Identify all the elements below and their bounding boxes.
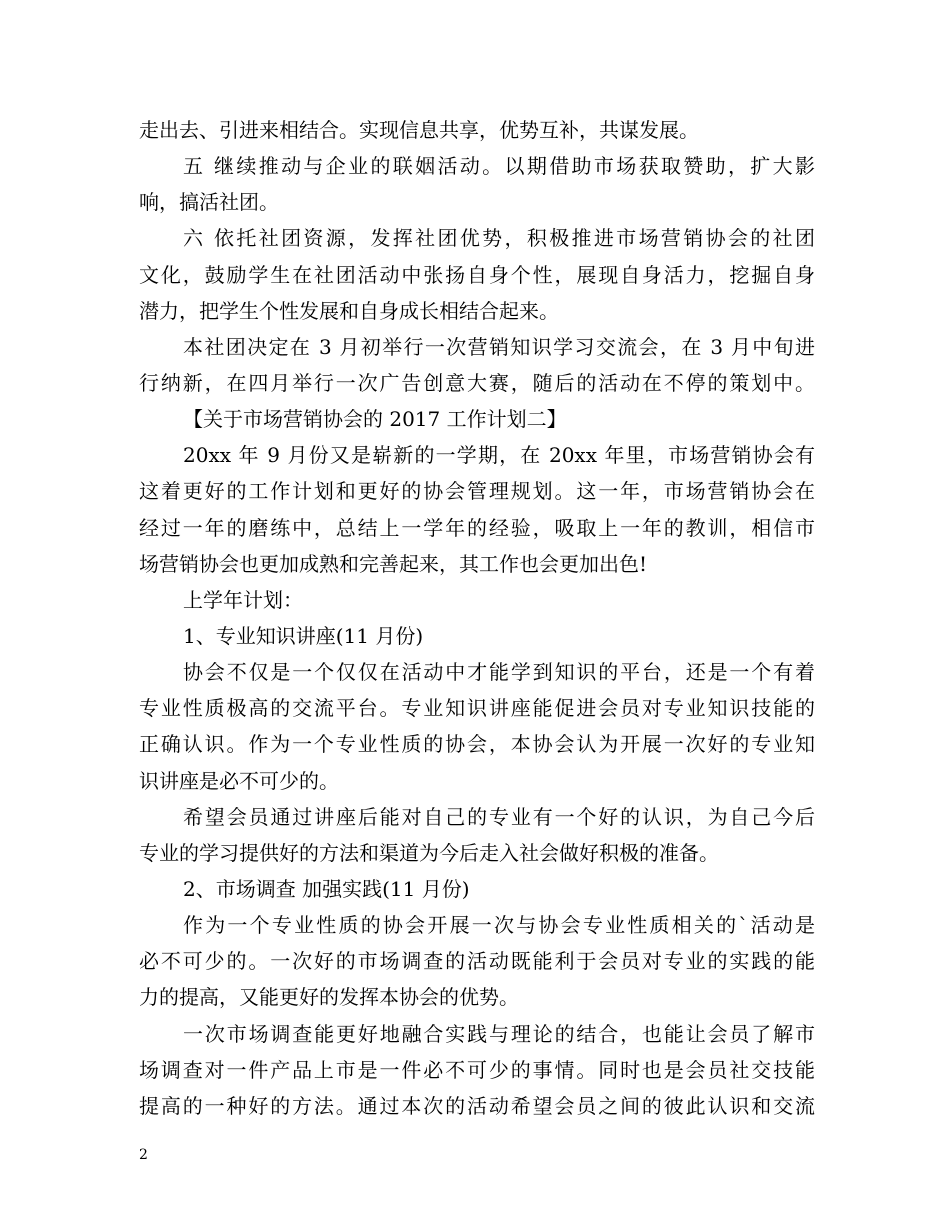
text-line: 六 依托社团资源，发挥社团优势，积极推进市场营销协会的社团	[183, 226, 815, 251]
text-line: 行纳新，在四月举行一次广告创意大赛，随后的活动在不停的策划中。	[139, 370, 815, 395]
document-body	[139, 112, 815, 1124]
section-heading: 【关于市场营销协会的 2017 工作计划二】	[183, 407, 567, 432]
text-line: 20xx 年 9 月份又是崭新的一学期，在 20xx 年里，市场营销协会有	[183, 443, 815, 468]
text-line: 专业的学习提供好的方法和渠道为今后走入社会做好积极的准备。	[139, 840, 719, 865]
text-line: 文化，鼓励学生在社团活动中张扬自身个性，展现自身活力，挖掘自身	[139, 262, 815, 287]
text-line: 协会不仅是一个仅仅在活动中才能学到知识的平台，还是一个有着	[183, 660, 815, 685]
text-line: 五 继续推动与企业的联姻活动。以期借助市场获取赞助，扩大影	[183, 154, 815, 179]
subheading: 上学年计划：	[183, 587, 303, 612]
text-line: 场营销协会也更加成熟和完善起来，其工作也会更加出色!	[139, 551, 648, 576]
text-line: 经过一年的磨练中，总结上一学年的经验，吸取上一年的教训，相信市	[139, 515, 815, 540]
text-line: 希望会员通过讲座后能对自己的专业有一个好的认识，为自己今后	[183, 804, 815, 829]
text-line: 本社团决定在 3 月初举行一次营销知识学习交流会，在 3 月中旬进	[183, 334, 815, 359]
text-line: 响，搞活社团。	[139, 190, 279, 215]
text-line: 这着更好的工作计划和更好的协会管理规划。这一年，市场营销协会在	[139, 479, 815, 504]
text-line: 潜力，把学生个性发展和自身成长相结合起来。	[139, 298, 559, 323]
list-item-heading: 2、市场调查 加强实践(11 月份)	[183, 876, 470, 901]
list-item-heading: 1、专业知识讲座(11 月份)	[183, 623, 424, 648]
text-line: 识讲座是必不可少的。	[139, 768, 339, 793]
text-line: 力的提高，又能更好的发挥本协会的优势。	[139, 985, 519, 1010]
text-line: 走出去、引进来相结合。实现信息共享，优势互补，共谋发展。	[139, 118, 699, 142]
text-line: 必不可少的。一次好的市场调查的活动既能利于会员对专业的实践的能	[139, 949, 815, 974]
page-number: 2	[139, 1147, 148, 1163]
text-line: 提高的一种好的方法。通过本次的活动希望会员之间的彼此认识和交流	[139, 1093, 815, 1118]
text-line: 场调查对一件产品上市是一件必不可少的事情。同时也是会员社交技能	[139, 1057, 815, 1082]
text-line: 正确认识。作为一个专业性质的协会，本协会认为开展一次好的专业知	[139, 732, 815, 757]
text-line: 作为一个专业性质的协会开展一次与协会专业性质相关的`活动是	[183, 913, 815, 938]
text-line: 一次市场调查能更好地融合实践与理论的结合，也能让会员了解市	[183, 1021, 815, 1046]
text-line: 专业性质极高的交流平台。专业知识讲座能促进会员对专业知识技能的	[139, 696, 815, 721]
